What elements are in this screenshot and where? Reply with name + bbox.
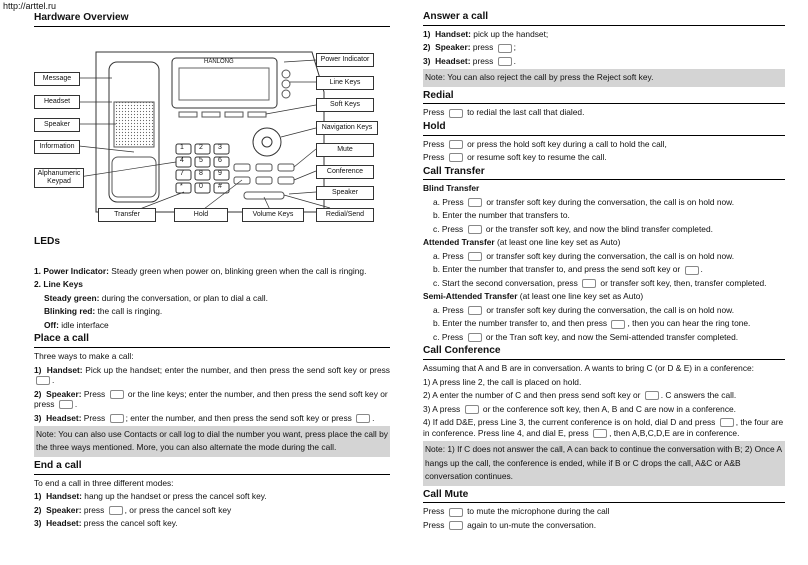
conference-step — [423, 377, 785, 388]
place-call-intro: Three ways to make a call: — [34, 351, 134, 361]
semi-step — [423, 305, 785, 316]
call-conference-title: Call Conference — [423, 345, 785, 360]
conference-intro: Assuming that A and B are in conversation. A wants to bring C (or D & E) in a conference: — [423, 363, 754, 374]
headset-key-icon — [110, 414, 124, 423]
conference-step — [423, 417, 785, 438]
state-text: during the conversation, or plan to dial a call. — [99, 292, 268, 303]
key-hash: # — [218, 183, 222, 190]
led-num: 1. — [34, 265, 41, 276]
item-label: Speaker: — [46, 388, 82, 399]
conference-key-icon — [465, 405, 479, 414]
speaker-key-icon — [498, 44, 512, 53]
text: or transfer soft key during the conversation, the call is on hold now. — [484, 196, 735, 207]
transfer-key-icon — [468, 252, 482, 261]
callout-navigation-keys: Navigation Keys — [316, 121, 378, 135]
item-label: Speaker: — [435, 42, 471, 53]
state-label: Steady green: — [44, 292, 100, 303]
item-num: 1) — [423, 28, 431, 39]
item-tail: . — [513, 55, 516, 66]
send-key-icon — [611, 320, 625, 329]
item-num: 3) — [423, 55, 431, 66]
text: or press the hold soft key during a call to hold the call, — [464, 138, 667, 149]
text: , the four are in conference. Press line 4, and dial E, press — [423, 417, 784, 438]
hold-line-2 — [423, 152, 785, 163]
attended-step — [423, 278, 785, 289]
text: , then A,B,C,D,E are in conference. — [609, 427, 740, 438]
brand-label: HANLONG — [204, 59, 234, 65]
callout-soft-keys: Soft Keys — [316, 98, 374, 112]
item-label: Headset: — [46, 518, 82, 529]
callout-information: Information — [34, 140, 80, 154]
text: Press — [423, 506, 445, 517]
item-text: Press — [81, 412, 106, 423]
send-key-icon — [645, 391, 659, 400]
redial-title: Redial — [423, 90, 785, 105]
end-call-intro: To end a call in three different modes: — [34, 477, 174, 488]
semi-attended-transfer-title — [423, 291, 785, 302]
place-call-note: Note: You can also use Contacts or call log to dial the number you want, press place the call by the three ways mentioned. More, you can also alternate the mode during the call. — [34, 426, 390, 457]
phone-diagram — [34, 32, 382, 228]
speaker-key-icon — [110, 390, 124, 399]
text: Press — [423, 519, 445, 530]
item-label: Speaker: — [46, 504, 82, 515]
item-label: Headset: — [46, 412, 82, 423]
led-label: Power Indicator: — [43, 265, 109, 276]
item-label: Handset: — [435, 28, 471, 39]
text: or the transfer soft key, and now the blind transfer completed. — [483, 223, 713, 234]
hardware-overview-heading: Hardware Overview — [34, 12, 390, 27]
text: or the Tran soft key, and now the Semi-attended transfer completed. — [483, 331, 739, 342]
text: again to un-mute the conversation. — [464, 519, 597, 530]
blind-step — [423, 224, 785, 235]
item-text2: or the line keys; enter the number, and then press the send soft key or press — [34, 388, 388, 409]
blind-transfer-title: Blind Transfer — [423, 183, 480, 194]
text: c. Press — [433, 331, 464, 342]
conference-step — [423, 404, 785, 415]
key-1: 1 — [180, 144, 184, 151]
callout-transfer: Transfer — [98, 208, 156, 222]
title: Semi-Attended Transfer — [423, 291, 518, 302]
text: or transfer soft key during the conversation, the call is on hold now. — [484, 250, 735, 261]
key-6: 6 — [218, 157, 222, 164]
key-star: * — [180, 183, 183, 190]
callout-volume-keys: Volume Keys — [242, 208, 304, 222]
place-call-title: Place a call — [34, 333, 390, 348]
text: b. Enter the number that transfers to. — [433, 210, 570, 221]
callout-message: Message — [34, 72, 80, 86]
key-0: 0 — [199, 183, 203, 190]
callout-alphanumeric-keypad: Alphanumeric Keypad — [34, 168, 84, 188]
callout-redial-send: Redial/Send — [316, 208, 374, 222]
attended-transfer-title — [423, 237, 785, 248]
hold-key-icon — [449, 140, 463, 149]
text: or the conference soft key, then A, B and C are now in a conference. — [480, 403, 737, 414]
blind-step — [423, 197, 785, 208]
item-text: Press — [81, 388, 106, 399]
mute-key-icon — [449, 521, 463, 530]
text: a. Press — [433, 304, 464, 315]
callout-power-indicator: Power Indicator — [316, 53, 374, 67]
text: b. Enter the number that transfer to, and press the send soft key or — [433, 264, 681, 275]
item-tail: . — [52, 375, 55, 385]
conference-key-icon — [720, 418, 734, 427]
key-3: 3 — [218, 144, 222, 151]
key-5: 5 — [199, 157, 203, 164]
transfer-key-icon — [582, 279, 596, 288]
callout-conference: Conference — [316, 165, 374, 179]
leds-title: LEDs — [34, 236, 61, 247]
led-text: Steady green when power on, blinking green when the call is ringing. — [108, 265, 367, 276]
callout-hold: Hold — [174, 208, 228, 222]
answer-speaker — [423, 42, 785, 53]
callout-speaker-right: Speaker — [316, 186, 374, 200]
text: 4) If add D&E, press Line 3, the current conference is on hold, dial D and press — [423, 417, 716, 428]
text: Press — [423, 152, 445, 163]
end-call-speaker — [34, 505, 390, 516]
hold-key-icon — [449, 153, 463, 162]
item-label: Handset: — [46, 364, 83, 375]
conference-step — [423, 390, 785, 401]
led-label: Line Keys — [43, 279, 83, 290]
text: c. Start the second conversation, press — [433, 277, 578, 288]
send-key-icon — [59, 400, 73, 409]
speaker-key-icon — [109, 506, 123, 515]
item-num: 2) — [34, 504, 42, 515]
text: 1) A press line 2, the call is placed on hold. — [423, 376, 582, 387]
line-key-steady — [34, 293, 390, 304]
text: 3) A press — [423, 403, 461, 414]
text: to mute the microphone during the call — [464, 506, 610, 517]
call-transfer-title: Call Transfer — [423, 166, 785, 181]
end-call-title: End a call — [34, 460, 390, 475]
place-call-handset — [34, 365, 390, 386]
answer-note: Note: You can also reject the call by press the Reject soft key. — [423, 69, 785, 86]
item-text2: ; enter the number, and then press the send soft key or press — [125, 412, 352, 423]
item-text2: , or press the cancel soft key — [124, 504, 232, 515]
semi-step — [423, 318, 785, 329]
text: b. Enter the number transfer to, and then press — [433, 318, 608, 329]
item-text: pick up the handset; — [470, 28, 549, 39]
callout-speaker: Speaker — [34, 118, 80, 132]
item-label: Headset: — [435, 55, 471, 66]
key-7: 7 — [180, 170, 184, 177]
attended-step — [423, 251, 785, 262]
hold-title: Hold — [423, 121, 785, 136]
item-tail: ; — [513, 42, 516, 53]
blind-step — [423, 210, 785, 221]
key-9: 9 — [218, 170, 222, 177]
callout-headset: Headset — [34, 95, 80, 109]
state-text: the call is ringing. — [95, 306, 163, 317]
text: or transfer soft key, then, transfer completed. — [598, 277, 767, 288]
text: 2) A enter the number of C and then press send soft key or — [423, 390, 641, 401]
call-mute-title: Call Mute — [423, 489, 785, 504]
text: a. Press — [433, 196, 464, 207]
line-key-off — [34, 320, 390, 331]
callout-line-keys: Line Keys — [316, 76, 374, 90]
led-item-power — [34, 266, 390, 277]
end-call-headset — [34, 518, 390, 529]
transfer-key-icon — [468, 225, 482, 234]
item-label: Handset: — [46, 491, 82, 502]
item-num: 3) — [34, 518, 42, 529]
text: Press — [423, 138, 445, 149]
title: Attended Transfer — [423, 237, 495, 248]
headset-key-icon — [498, 57, 512, 66]
text: or resume soft key to resume the call. — [464, 152, 607, 163]
answer-call-title: Answer a call — [423, 11, 785, 26]
attended-step — [423, 264, 785, 275]
led-item-line-keys — [34, 279, 390, 290]
item-num: 1) — [34, 364, 42, 375]
mute-line-2 — [423, 520, 785, 531]
paren: (at least one line key set as Auto) — [494, 237, 621, 248]
end-call-handset — [34, 491, 390, 502]
item-num: 2) — [423, 42, 431, 53]
answer-handset — [423, 29, 785, 40]
text: . C answers the call. — [660, 390, 737, 401]
paren: (at least one line key set as Auto) — [517, 291, 644, 302]
callout-mute: Mute — [316, 143, 374, 157]
redial-text — [423, 107, 785, 118]
transfer-key-icon — [468, 306, 482, 315]
item-text: press — [470, 42, 494, 53]
text: c. Press — [433, 223, 464, 234]
item-num: 2) — [34, 388, 42, 399]
right-column — [423, 11, 785, 533]
semi-step — [423, 332, 785, 343]
item-num: 3) — [34, 412, 42, 423]
led-num: 2. — [34, 279, 41, 290]
conference-note: Note: 1) If C does not answer the call, A can back to continue the conversation with B; 2) Once A hangs up the call, the conference is ended, while if B or C drops the call, A&C or A&B conversation continues. — [423, 441, 785, 485]
item-tail: . — [74, 399, 78, 409]
send-key-icon — [685, 266, 699, 275]
item-num: 1) — [34, 491, 42, 502]
text: , then you can hear the ring tone. — [627, 318, 751, 329]
left-column — [34, 0, 390, 30]
text: Press — [423, 107, 445, 118]
key-4: 4 — [180, 157, 184, 164]
text: to redial the last call that dialed. — [464, 107, 585, 118]
place-call-headset — [34, 413, 390, 424]
item-tail: . — [372, 412, 375, 423]
mute-line-1 — [423, 506, 785, 517]
answer-headset — [423, 56, 785, 67]
mute-key-icon — [449, 508, 463, 517]
text: . — [700, 264, 703, 275]
conference-key-icon — [593, 429, 607, 438]
transfer-key-icon — [468, 333, 482, 342]
item-text: press — [470, 55, 494, 66]
hold-line-1 — [423, 139, 785, 150]
state-label: Blinking red: — [44, 306, 96, 317]
send-key-icon — [356, 414, 370, 423]
text: or transfer soft key during the conversation, the call is on hold now. — [484, 304, 735, 315]
left-text — [34, 236, 390, 532]
item-text: press — [81, 504, 105, 515]
item-text: Pick up the handset; enter the number, and then press the send soft key or press — [82, 364, 390, 375]
state-label: Off: — [44, 319, 59, 330]
redial-key-icon — [449, 109, 463, 118]
transfer-key-icon — [468, 198, 482, 207]
key-8: 8 — [199, 170, 203, 177]
line-key-blinking — [34, 306, 390, 317]
item-text: hang up the handset or press the cancel soft key. — [81, 491, 267, 502]
page-url: http://arttel.ru — [3, 1, 57, 11]
state-text: idle interface — [58, 319, 109, 330]
item-text: press the cancel soft key. — [81, 518, 178, 529]
place-call-speaker — [34, 389, 390, 410]
key-2: 2 — [199, 144, 203, 151]
send-key-icon — [36, 376, 50, 385]
text: a. Press — [433, 250, 464, 261]
